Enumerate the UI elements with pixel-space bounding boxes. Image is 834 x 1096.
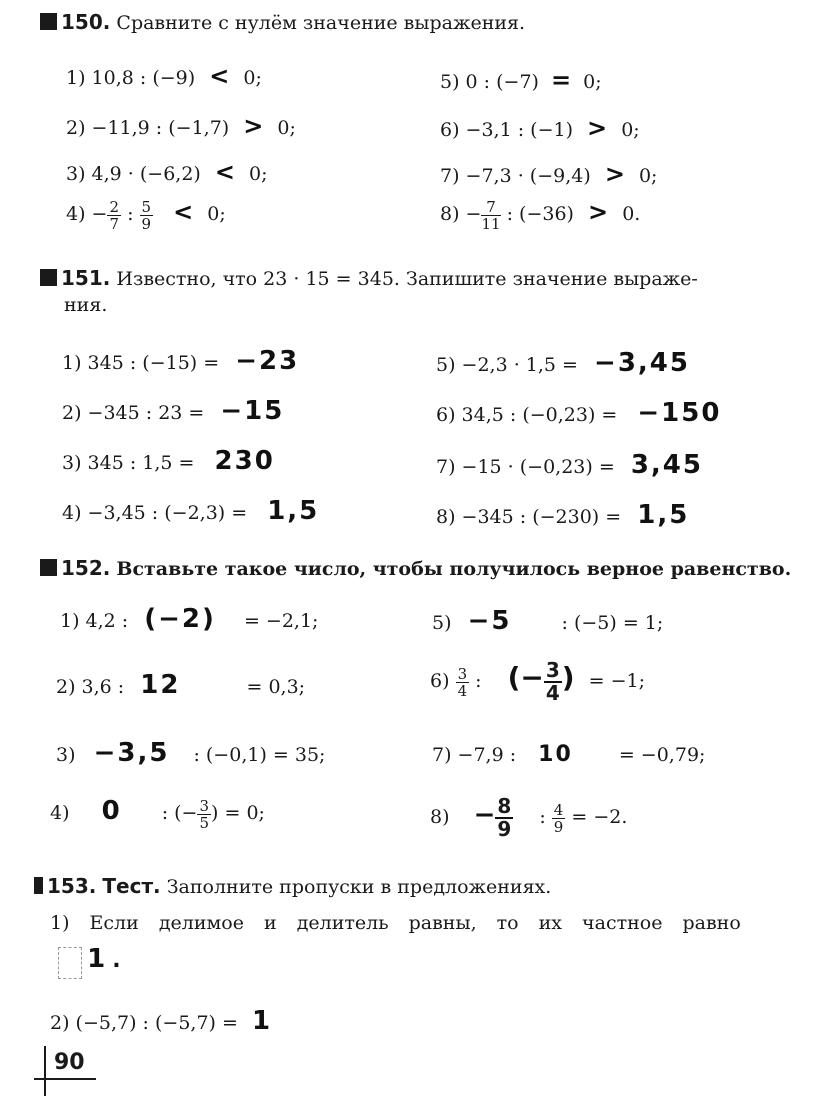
exercise-number: 151. [61,266,111,290]
answer-sign: > [587,114,608,142]
item-152-3: 3) −3,5 : (−0,1) = 35; [56,738,326,768]
exercise-number: 153. [47,874,97,898]
item-150-1: 1) 10,8 : (−9) < 0; [66,62,262,90]
item-152-6: 6) $\frac{3}{4}$ : (− $\frac{3}{4}$ ) = −1; [430,658,646,705]
exercise-instruction: Известно, что 23 · 15 = 345. Запишите значение выраже- [116,268,698,290]
item-151-2: 2) −345 : 23 = −15 [62,396,285,426]
item-151-5: 5) −2,3 · 1,5 = −3,45 [436,348,690,378]
handwritten-answer: −3,45 [594,348,690,378]
item-150-6: 6) −3,1 : (−1) > 0; [440,114,640,142]
exercise-150-header [40,10,525,34]
handwritten-answer: −15 [220,396,285,426]
answer-sign: < [214,158,235,186]
item-151-8: 8) −345 : (−230) = 1,5 [436,500,690,530]
page-corner-mark [44,1046,46,1096]
answer-sign: = [551,66,572,94]
answer-sign: < [209,62,230,90]
handwritten-answer: 3,45 [630,450,703,480]
square-bullet-icon [40,269,57,286]
exercise-151-header-cont: ния. [64,294,108,316]
fraction: $\frac{4}{9}$ [553,800,564,836]
item-152-4: 4) 0 : (− $\frac{3}{5}$ ) = 0; [50,796,265,832]
fraction: $\frac{3}{4}$ [457,664,468,700]
answer-box [58,947,82,979]
item-150-2: 2) −11,9 : (−1,7) > 0; [66,112,296,140]
item-151-4: 4) −3,45 : (−2,3) = 1,5 [62,496,320,526]
item-151-3: 3) 345 : 1,5 = 230 [62,446,275,476]
item-153-2: 2) (−5,7) : (−5,7) = 1 [50,1006,273,1036]
fraction: $\frac{3}{5}$ [199,796,210,832]
handwritten-answer: (−2) [144,604,216,634]
item-151-7: 7) −15 · (−0,23) = 3,45 [436,450,703,480]
handwritten-answer: 1 [87,944,108,974]
handwritten-answer: 12 [140,670,181,700]
handwritten-answer: −5 [467,606,512,636]
answer-sign: > [604,160,625,188]
handwritten-answer: 230 [214,446,275,476]
exercise-number: 150. [61,10,111,34]
item-150-5: 5) 0 : (−7) = 0; [440,66,602,94]
exercise-151-header [40,266,698,290]
exercise-number: 152. [61,556,111,580]
fraction: $\frac{5}{9}$ [141,197,152,233]
handwritten-answer: 1 [251,1006,273,1036]
item-152-7: 7) −7,9 : 10 = −0,79; [432,742,706,767]
item-153-1-text: 1) Если делимое и делитель равны, то их частное равно [50,912,741,934]
handwritten-answer: 10 [538,742,573,767]
handwritten-fraction: $\frac{8}{9}$ [497,794,512,841]
item-150-4: 4) − $\frac{2}{7}$ : $\frac{5}{9}$ < 0; [66,197,226,233]
item-152-1: 1) 4,2 : (−2) = −2,1; [60,604,319,634]
square-bullet-icon [40,559,57,576]
handwritten-answer: −23 [235,346,300,376]
exercise-label: Тест. [102,874,161,898]
exercise-instruction: Вставьте такое число, чтобы получилось верное равенство. [116,558,792,580]
item-150-3: 3) 4,9 · (−6,2) < 0; [66,158,268,186]
item-151-6: 6) 34,5 : (−0,23) = −150 [436,398,722,428]
fraction: $\frac{7}{11}$ [481,197,501,233]
handwritten-answer: 0 [101,796,122,826]
handwritten-answer: 1,5 [267,496,320,526]
item-152-8: 8) − $\frac{8}{9}$ : $\frac{4}{9}$ = −2. [430,794,628,841]
fraction: $\frac{2}{7}$ [109,197,120,233]
answer-sign: > [588,198,609,226]
handwritten-answer: −150 [637,398,722,428]
item-150-8: 8) − $\frac{7}{11}$ : (−36) > 0. [440,197,641,233]
handwritten-answer: 1,5 [637,500,690,530]
exercise-153-header [34,874,551,898]
answer-sign: < [173,198,194,226]
handwritten-answer: − $\frac{8}{9}$ [473,794,512,841]
page-number-underline [34,1078,96,1080]
page-number: 90 [54,1050,85,1075]
item-150-7: 7) −7,3 · (−9,4) > 0; [440,160,658,188]
handwritten-answer: −3,5 [93,738,170,768]
item-153-1-answer: 1 . [58,944,121,979]
square-bullet-icon [40,13,57,30]
item-152-2: 2) 3,6 : 12 = 0,3; [56,670,306,700]
exercise-instruction: Заполните пропуски в предложениях. [166,876,552,898]
handwritten-answer: (− $\frac{3}{4}$ ) [507,658,575,705]
answer-sign: > [243,112,264,140]
handwritten-fraction: $\frac{3}{4}$ [545,658,560,705]
exercise-instruction: Сравните с нулём значение выражения. [116,12,526,34]
item-152-5: 5) −5 : (−5) = 1; [432,606,664,636]
square-bullet-icon [34,877,43,894]
exercise-152-header [40,556,791,580]
item-151-1: 1) 345 : (−15) = −23 [62,346,300,376]
